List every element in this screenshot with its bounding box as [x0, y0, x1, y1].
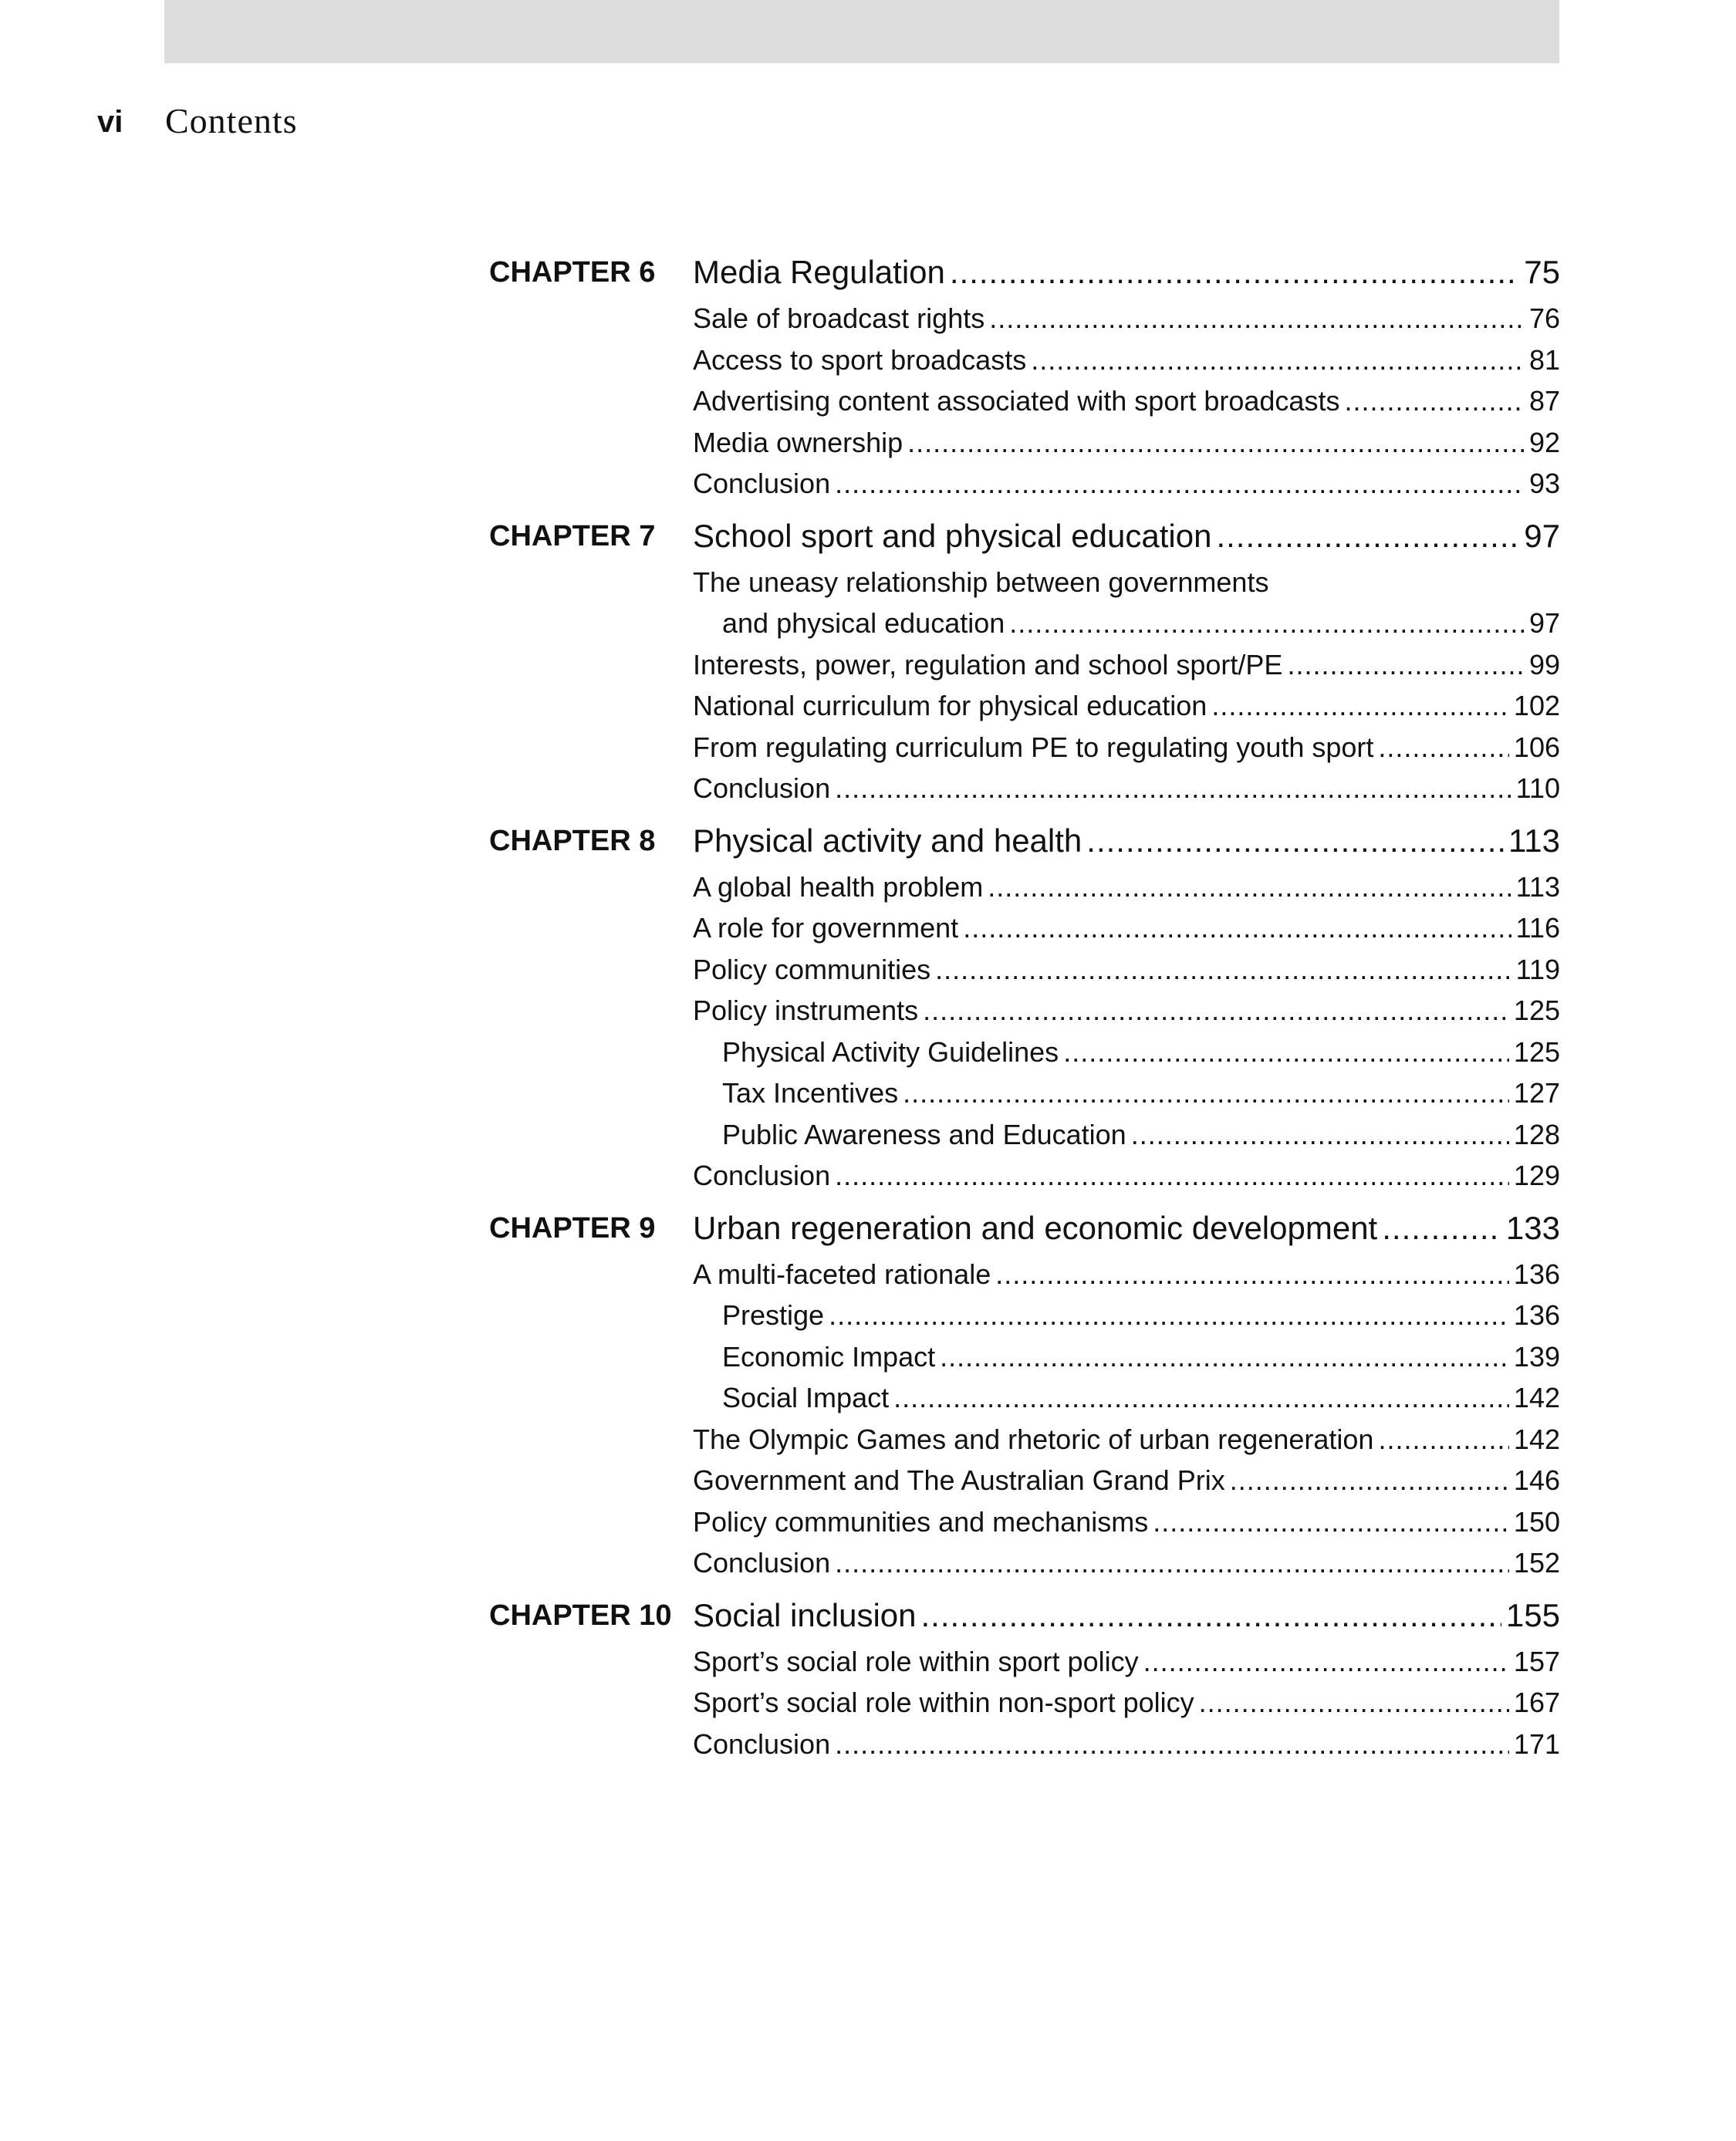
- toc-entry-text: The uneasy relationship between governments: [693, 566, 1269, 598]
- toc-entry: [693, 727, 1560, 768]
- toc-entry-text: A global health problem: [693, 870, 984, 903]
- dot-leader: [835, 768, 1511, 809]
- dot-leader: [1378, 727, 1509, 768]
- toc-entry-text: Sport’s social role within non-sport policy: [693, 1687, 1194, 1718]
- chapter-label: CHAPTER 9: [489, 1211, 656, 1244]
- toc-entry: [693, 685, 1560, 727]
- dot-leader: [935, 949, 1511, 991]
- chapter-label: CHAPTER 7: [489, 519, 656, 552]
- toc-page-number: 136: [1513, 1299, 1560, 1331]
- toc-page-number: 139: [1513, 1340, 1560, 1373]
- chapter-section: [489, 511, 1560, 809]
- toc-page-number: 93: [1528, 468, 1560, 499]
- toc-subentry: [693, 1032, 1560, 1073]
- toc-entry: [693, 463, 1560, 505]
- dot-leader: [940, 1336, 1509, 1378]
- toc-entry: [693, 562, 1560, 603]
- toc-entry-text: Conclusion: [693, 1727, 831, 1760]
- toc-page-number: 167: [1513, 1687, 1560, 1718]
- toc-entry-text: Policy communities and mechanisms: [693, 1505, 1149, 1538]
- chapter-label: CHAPTER 6: [489, 256, 656, 289]
- toc-entry-text: Conclusion: [693, 1547, 831, 1579]
- toc-page-number: 75: [1524, 254, 1560, 290]
- toc-page-number: 146: [1513, 1464, 1560, 1496]
- toc-entry: [693, 990, 1560, 1032]
- toc-entry-text: Sport’s social role within sport policy: [693, 1645, 1139, 1677]
- toc-entry: [693, 1155, 1560, 1197]
- dot-leader: [1382, 1203, 1501, 1254]
- toc-entry: [693, 1254, 1560, 1295]
- toc-entry: [693, 644, 1560, 686]
- toc-page-number: 142: [1513, 1423, 1560, 1455]
- toc-entry: [693, 907, 1560, 949]
- toc-entry: [693, 1724, 1560, 1765]
- dot-leader: [893, 1377, 1509, 1419]
- toc-page-number: 142: [1513, 1382, 1560, 1413]
- toc-page-number: 102: [1513, 690, 1560, 721]
- toc-entry-text: Physical activity and health: [693, 822, 1082, 859]
- toc-page-number: 113: [1515, 870, 1560, 903]
- toc-entry-text: Sale of broadcast rights: [693, 302, 985, 334]
- chapter-entries: [693, 511, 1560, 809]
- header-band: [164, 0, 1559, 63]
- toc-entry-text: Policy instruments: [693, 995, 919, 1026]
- dot-leader: [907, 422, 1525, 464]
- dot-leader: [1131, 1114, 1509, 1156]
- toc-entry-text: Access to sport broadcasts: [693, 343, 1027, 376]
- running-title: Contents: [165, 101, 298, 140]
- toc-entry-text: School sport and physical education: [693, 517, 1212, 554]
- chapter-title-row: [693, 1590, 1560, 1641]
- toc-entry: [693, 768, 1560, 809]
- toc-entry: [693, 1682, 1560, 1724]
- chapter-label: CHAPTER 10: [489, 1599, 672, 1632]
- dot-leader: [995, 1254, 1509, 1295]
- dot-leader: [923, 990, 1509, 1032]
- chapter-entries: [693, 816, 1560, 1197]
- toc-page-number: 157: [1513, 1645, 1560, 1677]
- toc-entry-text: Conclusion: [693, 772, 831, 804]
- toc-subentry: [693, 1114, 1560, 1156]
- toc-entry: [693, 949, 1560, 991]
- toc-subentry: [693, 1295, 1560, 1336]
- dot-leader: [835, 463, 1525, 505]
- toc-page-number: 125: [1513, 995, 1560, 1026]
- toc-entry-text: A multi-faceted rationale: [693, 1258, 991, 1290]
- toc-entry: [693, 1641, 1560, 1683]
- toc-entry-text: Advertising content associated with sport broadcasts: [693, 385, 1340, 417]
- toc-entry-text: A role for government: [693, 912, 959, 944]
- dot-leader: [988, 866, 1511, 908]
- toc-entry: [693, 1501, 1560, 1543]
- table-of-contents: [489, 247, 1560, 1764]
- toc-page-number: 76: [1528, 302, 1560, 334]
- dot-leader: [1031, 339, 1525, 381]
- toc-entry: [693, 1419, 1560, 1461]
- toc-page-number: 99: [1528, 648, 1560, 680]
- toc-page-number: 110: [1515, 772, 1560, 804]
- chapter-section: [489, 1590, 1560, 1765]
- dot-leader: [989, 298, 1525, 339]
- toc-entry-text: Tax Incentives: [722, 1077, 899, 1109]
- toc-page-number: 128: [1513, 1118, 1560, 1150]
- chapter-title-row: [693, 511, 1560, 562]
- toc-entry-text: Prestige: [722, 1299, 825, 1331]
- toc-entry-text: Social inclusion: [693, 1596, 917, 1633]
- toc-entry-text: Social Impact: [722, 1382, 890, 1413]
- chapter-label: CHAPTER 8: [489, 824, 656, 857]
- dot-leader: [1211, 685, 1509, 727]
- toc-page-number: 97: [1528, 607, 1560, 639]
- toc-entry: [693, 422, 1560, 464]
- toc-page-number: 106: [1513, 731, 1560, 763]
- toc-entry: [693, 380, 1560, 422]
- chapter-title-row: [693, 247, 1560, 298]
- toc-entry-continuation: [693, 603, 1560, 644]
- toc-page-number: 127: [1513, 1077, 1560, 1109]
- toc-entry-text: Conclusion: [693, 1160, 831, 1191]
- dot-leader: [1230, 1460, 1509, 1501]
- toc-entry-text: The Olympic Games and rhetoric of urban regeneration: [693, 1423, 1374, 1455]
- toc-entry-text: Government and The Australian Grand Prix: [693, 1464, 1225, 1496]
- toc-page-number: 129: [1513, 1160, 1560, 1191]
- dot-leader: [903, 1072, 1509, 1114]
- dot-leader: [963, 907, 1511, 949]
- dot-leader: [1153, 1501, 1509, 1543]
- dot-leader: [921, 1590, 1501, 1641]
- toc-entry: [693, 866, 1560, 908]
- dot-leader: [1344, 380, 1525, 422]
- toc-page-number: 152: [1513, 1547, 1560, 1579]
- toc-subentry: [693, 1336, 1560, 1378]
- toc-entry-text: Interests, power, regulation and school sport/PE: [693, 648, 1283, 680]
- page-number: vi: [97, 105, 123, 139]
- chapter-title-row: [693, 1203, 1560, 1254]
- dot-leader: [829, 1295, 1509, 1336]
- toc-page-number: 136: [1513, 1258, 1560, 1290]
- chapter-entries: [693, 1203, 1560, 1584]
- toc-entry-text: From regulating curriculum PE to regulating youth sport: [693, 731, 1374, 763]
- toc-entry-text: Media ownership: [693, 426, 903, 458]
- toc-entry-text: Physical Activity Guidelines: [722, 1035, 1059, 1068]
- toc-entry-text: Conclusion: [693, 468, 831, 499]
- toc-page-number: 97: [1524, 517, 1560, 554]
- dot-leader: [1287, 644, 1525, 686]
- toc-subentry: [693, 1072, 1560, 1114]
- toc-page-number: 92: [1528, 426, 1560, 458]
- toc-page-number: 171: [1513, 1727, 1560, 1760]
- toc-page-number: 125: [1513, 1035, 1560, 1068]
- toc-subentry: [693, 1377, 1560, 1419]
- toc-entry: [693, 298, 1560, 339]
- toc-entry: [693, 1460, 1560, 1501]
- toc-entry-text: Public Awareness and Education: [722, 1118, 1126, 1150]
- toc-entry-text: Policy communities: [693, 953, 931, 985]
- dot-leader: [1216, 511, 1519, 562]
- toc-page-number: 155: [1505, 1596, 1560, 1633]
- toc-page-number: 150: [1513, 1505, 1560, 1538]
- dot-leader: [1143, 1641, 1509, 1683]
- dot-leader: [835, 1724, 1509, 1765]
- toc-entry-text: and physical education: [722, 607, 1005, 639]
- chapter-entries: [693, 1590, 1560, 1765]
- chapter-section: [489, 1203, 1560, 1584]
- dot-leader: [1199, 1682, 1509, 1724]
- toc-entry-text: Economic Impact: [722, 1340, 936, 1373]
- chapter-section: [489, 247, 1560, 505]
- dot-leader: [1009, 603, 1525, 644]
- dot-leader: [1378, 1419, 1508, 1461]
- toc-page-number: 133: [1505, 1209, 1560, 1246]
- dot-leader: [950, 247, 1519, 298]
- toc-page-number: 81: [1528, 343, 1560, 376]
- toc-entry-text: Urban regeneration and economic development: [693, 1209, 1378, 1246]
- dot-leader: [835, 1155, 1509, 1197]
- chapter-entries: [693, 247, 1560, 505]
- toc-page-number: 113: [1508, 822, 1560, 859]
- toc-entry-text: Media Regulation: [693, 254, 945, 290]
- toc-page-number: 119: [1515, 953, 1560, 985]
- chapter-title-row: [693, 816, 1560, 866]
- dot-leader: [835, 1542, 1509, 1584]
- toc-page-number: 87: [1528, 385, 1560, 417]
- dot-leader: [1086, 816, 1504, 866]
- toc-page-number: 116: [1515, 912, 1560, 944]
- dot-leader: [1063, 1032, 1509, 1073]
- toc-entry: [693, 339, 1560, 381]
- toc-entry-text: National curriculum for physical education: [693, 690, 1207, 721]
- chapter-section: [489, 816, 1560, 1197]
- toc-entry: [693, 1542, 1560, 1584]
